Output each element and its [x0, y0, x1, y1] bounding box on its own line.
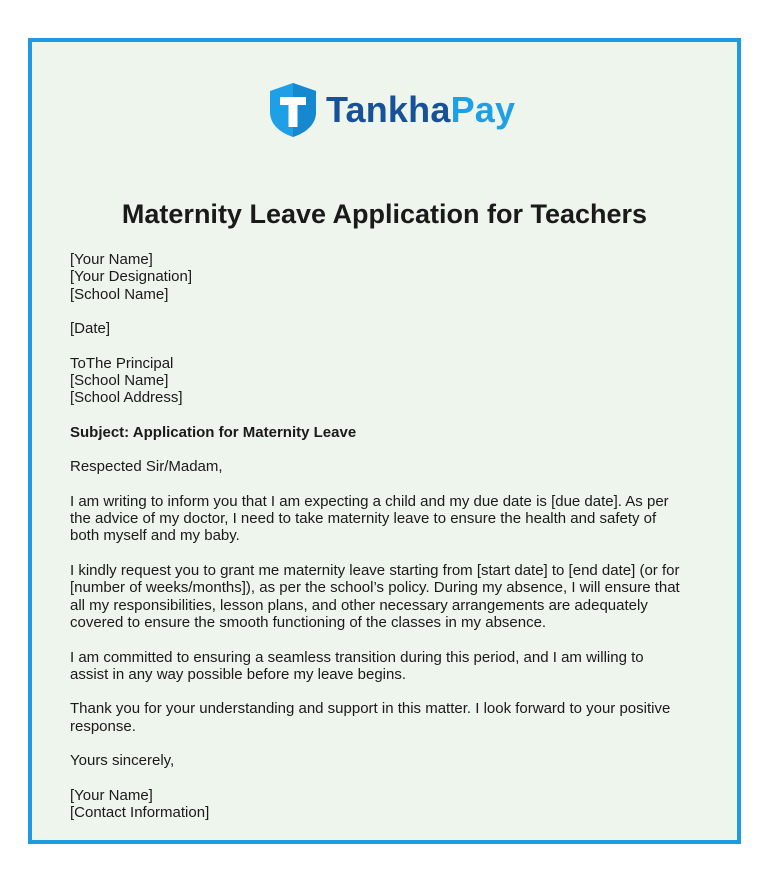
sender-line: [Your Designation] [70, 268, 193, 286]
recipient-line: [School Address] [70, 389, 183, 407]
signature-line: [Your Name] [70, 786, 153, 804]
paragraph-line: all my responsibilities, lesson plans, and other necessary arrangements are adequately [70, 596, 648, 614]
sender-block [70, 251, 710, 303]
paragraph [70, 562, 710, 632]
document-title: Maternity Leave Application for Teachers [121, 199, 648, 229]
paragraph-line: Thank you for your understanding and support in this matter. I look forward to your positive [70, 700, 671, 718]
sender-line: [School Name] [70, 285, 169, 303]
sender-line: [Your Name] [70, 251, 153, 268]
paragraph-line: assist in any way possible before my leave begins. [70, 665, 407, 683]
paragraph-line: covered to ensure the smooth functioning of the classes in my absence. [70, 614, 547, 632]
paragraph-line: I am committed to ensuring a seamless transition during this period, and I am willing to [70, 648, 644, 666]
brand-name [326, 89, 516, 130]
subject-block [70, 424, 710, 441]
paragraph [70, 649, 710, 684]
paragraph-line: I kindly request you to grant me maternity leave starting from [start date] to [end date] (or for [70, 561, 680, 579]
paragraph-line: I am writing to inform you that I am expecting a child and my due date is [due date]. As per [70, 492, 669, 510]
paragraph [70, 700, 710, 735]
paragraph-line: the advice of my doctor, I need to take maternity leave to ensure the health and safety of [70, 510, 657, 528]
salutation-line: Respected Sir/Madam, [70, 458, 223, 476]
paragraph-line: both myself and my baby. [70, 527, 240, 545]
paragraph-line: response. [70, 717, 136, 735]
paragraph-line: [number of weeks/months]), as per the school’s policy. During my absence, I will ensure that [70, 579, 680, 597]
subject-line: Subject: Application for Maternity Leave [70, 423, 357, 441]
signature-block [70, 787, 710, 822]
brand-name-part1: Tankha [326, 89, 451, 130]
paragraph [70, 493, 710, 545]
brand-logo [268, 82, 515, 138]
brand-name-part2: Pay [450, 89, 516, 130]
salutation-block [70, 458, 710, 475]
recipient-line: [School Name] [70, 372, 169, 390]
recipient-block [70, 355, 710, 407]
letter-body [70, 251, 710, 838]
recipient-line: ToThe Principal [70, 354, 174, 372]
signature-line: [Contact Information] [70, 803, 210, 821]
closing-line: Yours sincerely, [70, 752, 175, 770]
date-line: [Date] [70, 320, 111, 338]
shield-t-logo-icon [268, 82, 318, 138]
closing-block [70, 752, 710, 769]
document-frame [28, 38, 741, 844]
date-block [70, 320, 710, 337]
